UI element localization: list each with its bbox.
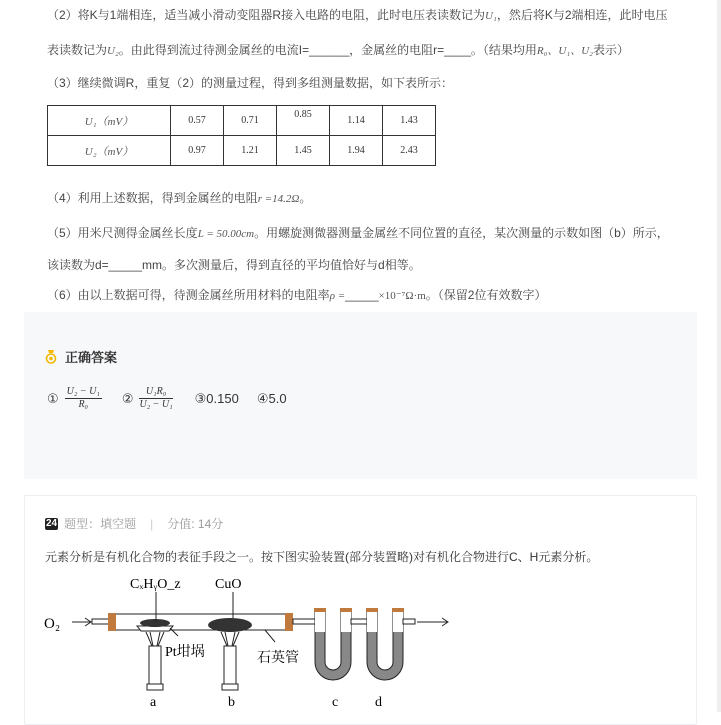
label-c: c bbox=[332, 695, 339, 710]
cell: 0.57 bbox=[171, 106, 224, 136]
numerator: U₁R₀ bbox=[139, 386, 172, 399]
question-number-badge: 24 bbox=[46, 517, 58, 529]
stopper-left bbox=[108, 613, 116, 631]
blank: _____ bbox=[345, 288, 379, 302]
q23-part5 bbox=[47, 224, 669, 241]
medal-icon bbox=[45, 350, 57, 364]
question-score: 分值: 14分 bbox=[167, 517, 224, 531]
o2-label: O₂ bbox=[44, 616, 61, 632]
burner-a bbox=[146, 632, 164, 690]
sample-label: CₓHᵧO_z bbox=[130, 577, 181, 592]
q23-part4 bbox=[47, 189, 311, 206]
cell: 2.43 bbox=[383, 136, 436, 166]
text: 。 bbox=[299, 191, 312, 205]
answer-fraction bbox=[65, 386, 102, 411]
label-d: d bbox=[375, 695, 382, 710]
answer-fraction bbox=[139, 386, 172, 411]
label-a: a bbox=[150, 695, 157, 710]
data-table bbox=[47, 105, 436, 166]
formula: ×10⁻⁷Ω·m bbox=[378, 290, 426, 302]
text: （2）将K与1端相连，适当减小滑动变阻器R接入电路的电阻，此时电压表读数记为 bbox=[47, 8, 486, 22]
text: （5）用米尺测得金属丝长度 bbox=[47, 226, 198, 240]
q23-part3: （3）继续微调R，重复（2）的测量过程，得到多组测量数据，如下表所示： bbox=[47, 76, 454, 90]
separator: | bbox=[150, 516, 154, 531]
formula: L = 50.00cm bbox=[197, 228, 255, 240]
cell: 1.43 bbox=[383, 106, 436, 136]
row-header: U₁（mV） bbox=[48, 106, 171, 136]
connector bbox=[351, 619, 367, 624]
cell: 1.14 bbox=[330, 106, 383, 136]
q23-part5-line2: 该读数为d=_____mm。多次测量后，得到直径的平均值恰好与d相等。 bbox=[47, 258, 421, 272]
text: 表读数记为 bbox=[47, 43, 108, 57]
question-type: 题型：填空题 bbox=[64, 517, 137, 531]
q24-meta bbox=[45, 515, 223, 532]
burner-b bbox=[221, 632, 239, 690]
connector bbox=[293, 619, 315, 624]
cell: 1.94 bbox=[330, 136, 383, 166]
u2-symbol: U₂ bbox=[107, 45, 119, 57]
answer-header bbox=[45, 347, 117, 366]
u-tube-c bbox=[314, 608, 352, 680]
answer-mark: ② bbox=[121, 390, 134, 406]
q23-part2-line2 bbox=[47, 41, 629, 58]
answer-mark: ④ bbox=[256, 390, 269, 406]
text: 。用螺旋测微器测量金属丝不同位置的直径，某次测量的示数如图（b）所示， bbox=[254, 226, 669, 240]
denominator: R₀ bbox=[78, 399, 89, 410]
text: （6）由以上数据可得，待测金属丝所用材料的电阻率 bbox=[47, 288, 330, 302]
answer-value: 0.150 bbox=[206, 391, 239, 406]
q23-part2-line1 bbox=[47, 6, 668, 23]
denominator: U₂ − U₁ bbox=[139, 399, 173, 410]
cell: 0.85 bbox=[277, 106, 330, 136]
cell: 0.97 bbox=[171, 136, 224, 166]
answer-list bbox=[47, 386, 287, 411]
answer-mark: ① bbox=[47, 390, 59, 406]
text: 。由此得到流过待测金属丝的电流I=______，金属丝的电阻r=____。（结果均用 bbox=[118, 43, 537, 57]
sample-pile bbox=[140, 619, 170, 627]
scrollbar[interactable] bbox=[717, 0, 721, 712]
vars: R₀、U₁、U₂ bbox=[536, 45, 593, 57]
formula: r =14.2Ω bbox=[257, 193, 300, 205]
row-header: U₂（mV） bbox=[48, 136, 171, 166]
answer-mark: ③ bbox=[194, 390, 207, 406]
label-b: b bbox=[228, 695, 235, 710]
answer-title: 正确答案 bbox=[65, 350, 118, 365]
apparatus-diagram bbox=[30, 570, 490, 712]
q24-stem: 元素分析是有机化合物的表征手段之一。按下图实验装置(部分装置略)对有机化合物进行C、H元素分析。 bbox=[45, 550, 599, 564]
text: （4）利用上述数据，得到金属丝的电阻 bbox=[47, 191, 258, 205]
answer-value: 5.0 bbox=[268, 391, 287, 406]
text: 表示） bbox=[592, 43, 629, 57]
outlet-arrow bbox=[417, 618, 448, 626]
cell: 1.21 bbox=[224, 136, 277, 166]
u1-symbol: U₁ bbox=[485, 10, 497, 22]
stopper-right bbox=[285, 613, 293, 631]
text: ，然后将K与2端相连，此时电压 bbox=[496, 8, 668, 22]
tube-label: 石英管 bbox=[257, 651, 299, 666]
text: 。（保留2位有效数字） bbox=[425, 288, 547, 302]
cell: 1.45 bbox=[277, 136, 330, 166]
formula: ρ = bbox=[329, 290, 346, 302]
table-row bbox=[48, 106, 436, 136]
q23-part6 bbox=[47, 286, 546, 303]
outlet-tube bbox=[403, 619, 415, 624]
crucible-label: Pt坩埚 bbox=[165, 645, 205, 660]
cuo-label: CuO bbox=[215, 577, 242, 592]
u-tube-d bbox=[366, 608, 404, 680]
table-row bbox=[48, 136, 436, 166]
o2-arrow bbox=[72, 618, 91, 626]
cell: 0.71 bbox=[224, 106, 277, 136]
cuo-pile bbox=[208, 618, 252, 632]
numerator: U₂ − U₁ bbox=[66, 386, 100, 397]
